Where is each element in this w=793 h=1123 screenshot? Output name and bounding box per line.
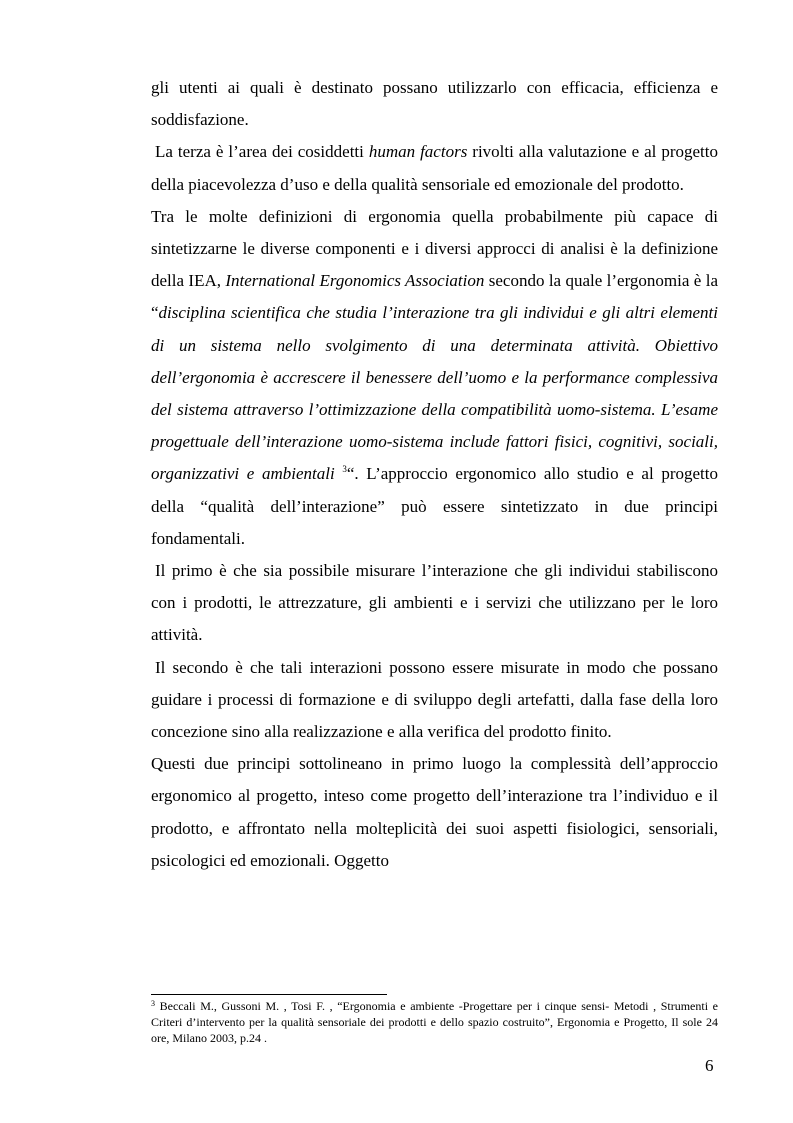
paragraph-4: Il primo è che sia possibile misurare l’interazione che gli individui stabiliscono con i prodotti, le attrezzature, gli ambienti e i servizi che utilizzano per le loro attività. — [151, 561, 718, 645]
paragraph-3-part1: Tra le molte definizioni di ergonomia quella probabilmente più capace di sintetizzarne le diverse componenti e i diversi approcci di analisi è la definizione della IEA, — [151, 206, 718, 291]
footnote-number: 3 — [151, 999, 155, 1008]
term-human-factors: human factors — [368, 142, 468, 162]
paragraph-1: gli utenti ai quali è destinato possano utilizzarlo con efficacia, efficienza e soddisfazione. — [151, 78, 718, 130]
page-number: 6 — [705, 1056, 714, 1075]
paragraph-6: Questi due principi sottolineano in primo luogo la complessità dell’approccio ergonomico al progetto, inteso come progetto dell’interazione tra l’individuo e il prodotto, e affrontato nella molteplicità dei suoi aspetti fisiologici, sensoriali, psicologici ed emozionali. Oggetto — [151, 754, 718, 870]
body-text — [151, 72, 718, 877]
footnote-divider — [151, 994, 387, 995]
term-iea: International Ergonomics Association — [225, 271, 485, 291]
paragraph-5: Il secondo è che tali interazioni possono essere misurate in modo che possano guidare i processi di formazione e di sviluppo degli artefatti, dalla fase della loro concezione sino alla realizzazione e alla verifica del prodotto finito. — [151, 657, 718, 742]
iea-definition-quote: disciplina scientifica che studia l’interazione tra gli individui e gli altri elementi di un sistema nello svolgimento di una determinata attività. Obiettivo dell’ergonomia è accrescere il benessere dell’uomo e la performance complessiva del sistema attraverso l’ottimizzazione della compatibilità uomo-sistema. L’esame progettuale dell’interazione uomo-sistema include fattori fisici, cognitivi, sociali, organizzativi e ambientali — [151, 303, 718, 484]
footnote — [151, 998, 718, 1046]
paragraph-2-before: La terza è l’area dei cosiddetti — [155, 142, 369, 162]
paragraph-2 — [151, 136, 718, 200]
paragraph-3 — [151, 201, 718, 555]
paragraph-3-part2: secondo la quale l’ergonomia è la “ — [151, 271, 718, 323]
paragraph-3-part3: “. L’approccio ergonomico allo studio e al progetto della “qualità dell’interazione” può essere sintetizzato in due principi fondamentali. — [151, 464, 718, 548]
paragraph-2-after: rivolti alla valutazione e al progetto della piacevolezza d’uso e della qualità sensoriale ed emozionale del prodotto. — [151, 142, 719, 194]
footnote-reference[interactable]: 3 — [342, 464, 347, 475]
footnote-text: Beccali M., Gussoni M. , Tosi F. , “Ergonomia e ambiente -Progettare per i cinque sensi- Metodi , Strumenti e Criteri d’intervento per la qualità sensoriale dei prodotti e dello spazio costruito”, Ergonomia e Progetto, Il sole 24 ore, Milano 2003, p.24 . — [151, 999, 718, 1045]
